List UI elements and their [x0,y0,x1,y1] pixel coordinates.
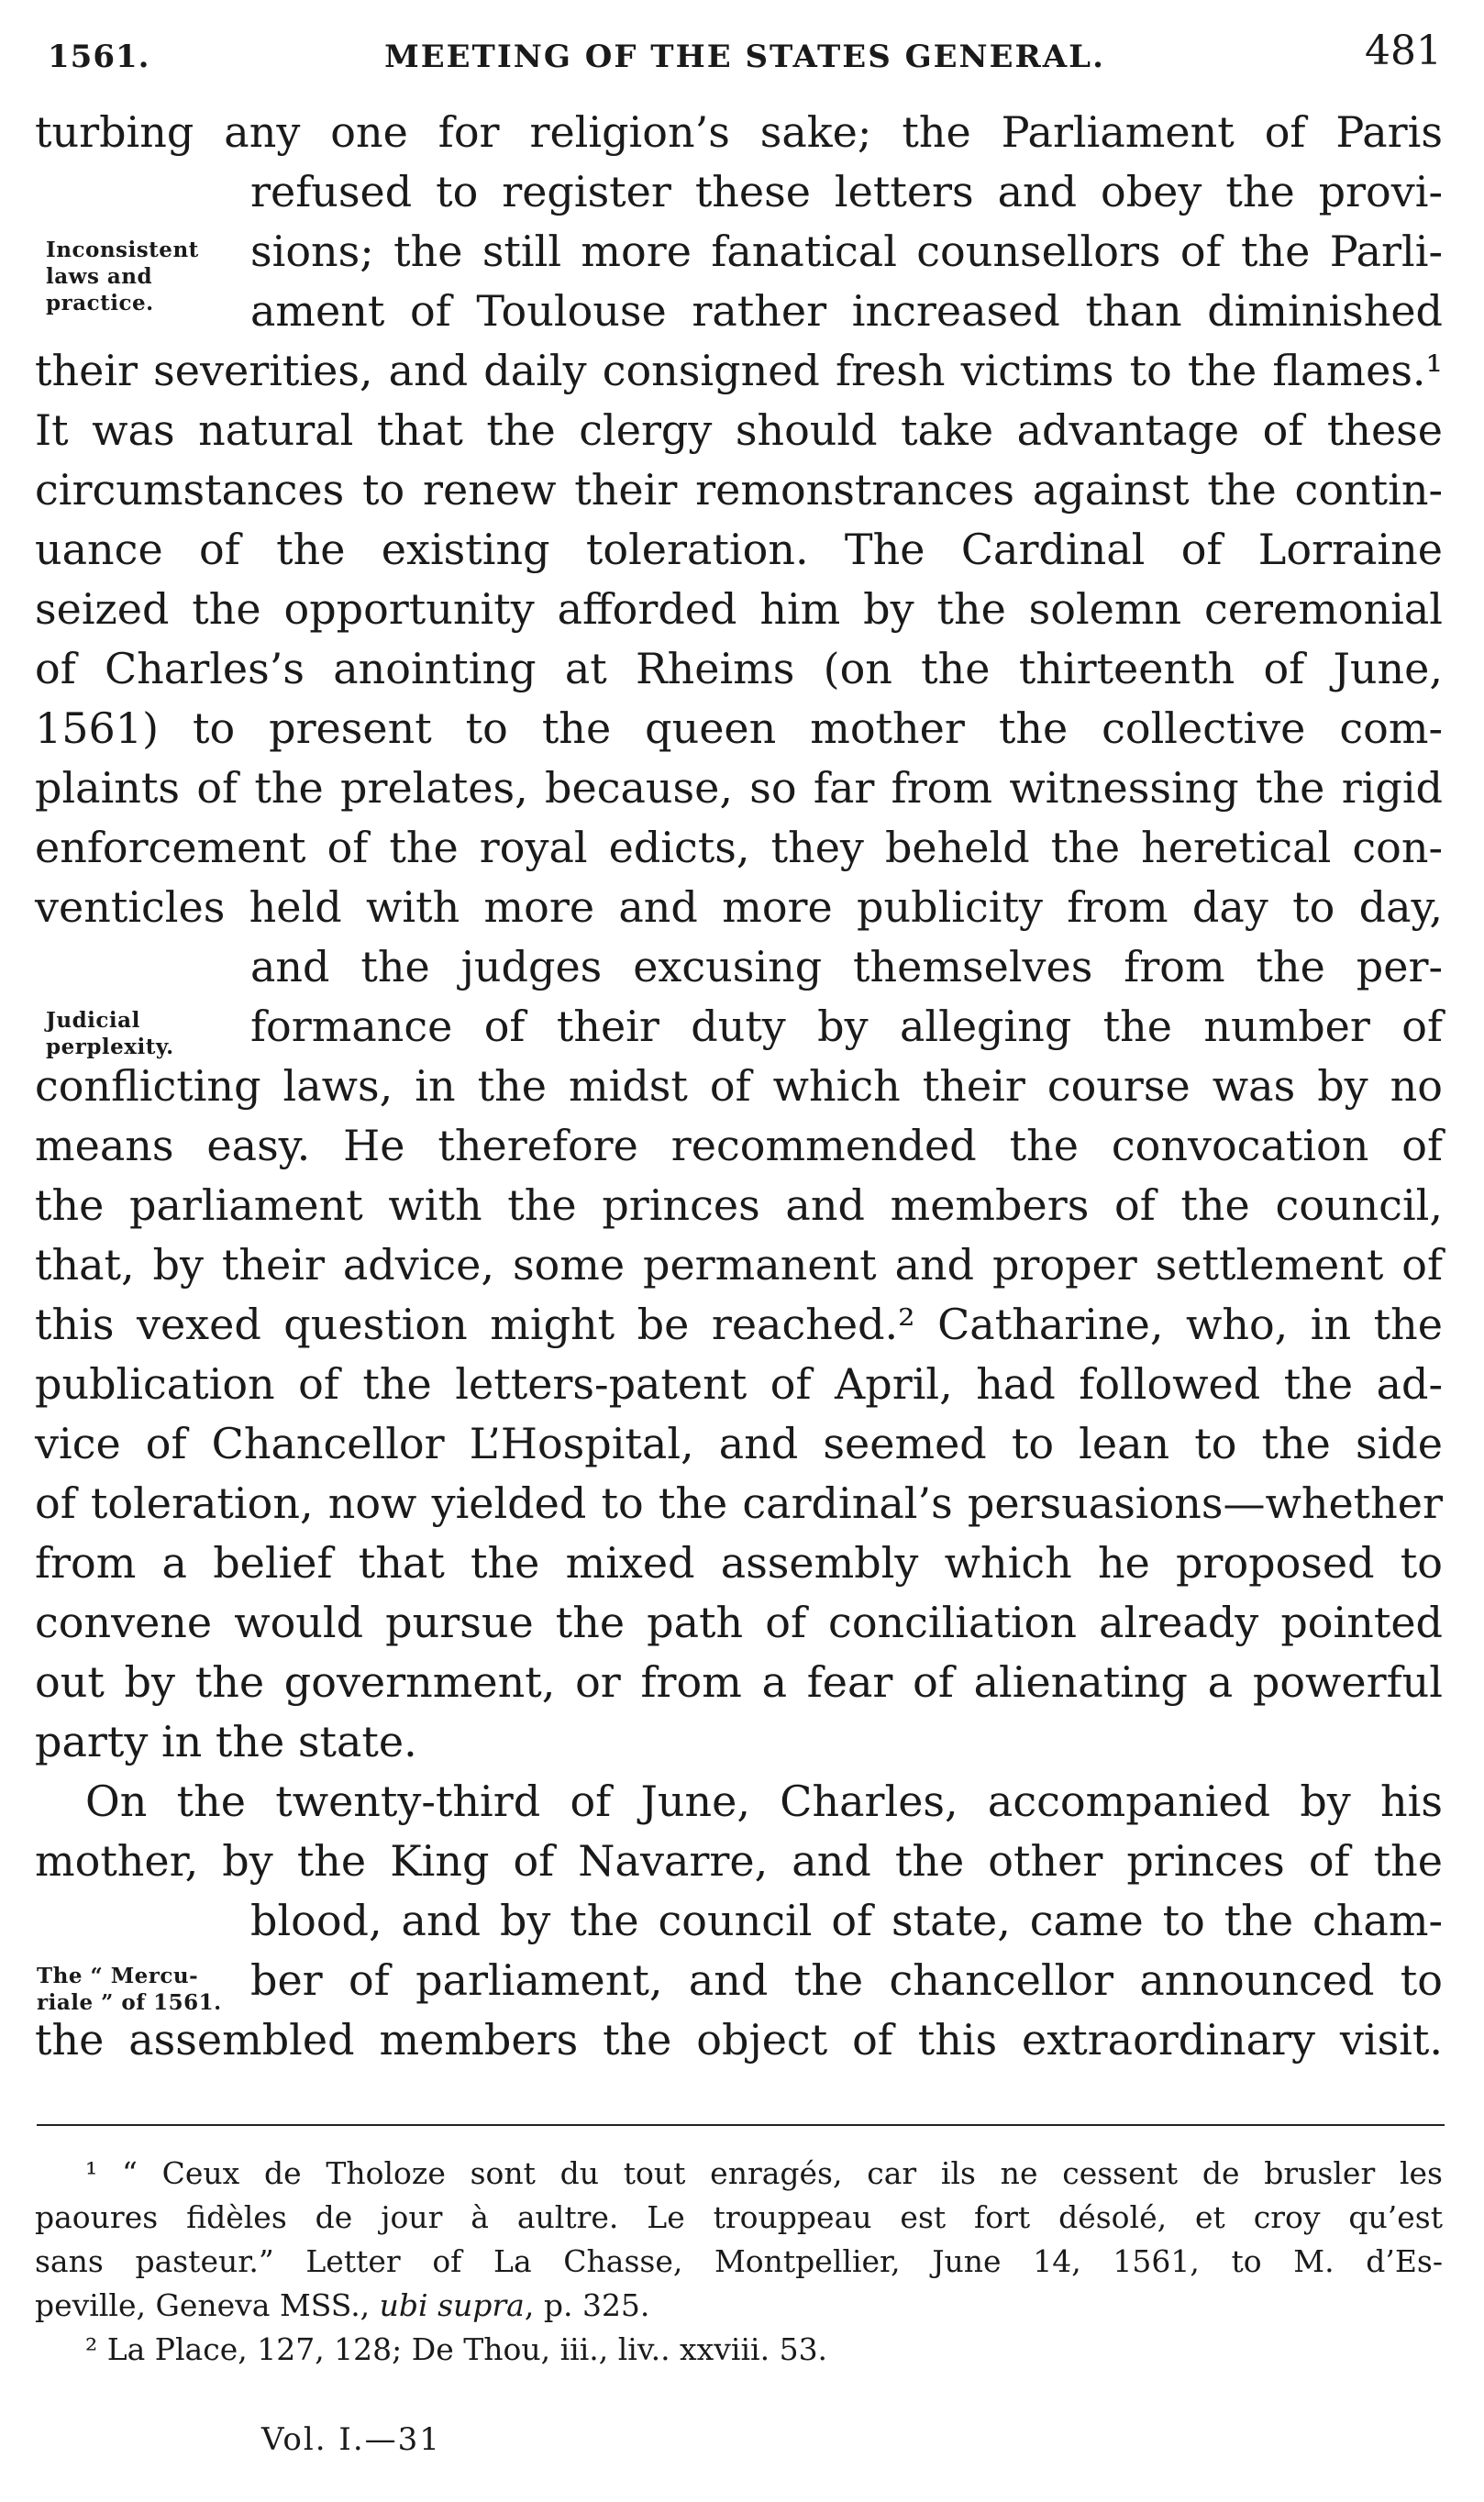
side-note-line: Inconsistent [46,238,199,262]
footnote-line: ² La Place, 127, 128; De Thou, iii., liv.. xxviii. 53. [85,2331,828,2367]
side-note-line: practice. [46,291,154,316]
footnote-italic-text: ubi supra [379,2287,525,2323]
body-line: turbing any one for religion’s sake; the Parliament of Paris [35,107,1443,157]
header-year: 1561. [48,39,150,75]
side-note-line: riale ” of 1561. [37,1990,222,2015]
body-line: means easy. He therefore recommended the convocation of [35,1121,1443,1170]
side-note-judicial-perplexity [46,1007,174,1060]
footnote-text: peville, Geneva MSS., [35,2287,380,2323]
side-note-line: Judicial [46,1008,140,1033]
body-text [35,103,1443,2070]
body-line: from a belief that the mixed assembly which he proposed to [35,1538,1443,1588]
body-line: of toleration, now yielded to the cardinal’s persuasions—whether [35,1478,1443,1528]
body-line: venticles held with more and more publicity from day to day, [35,882,1443,932]
header-title: MEETING OF THE STATES GENERAL. [384,39,1105,75]
body-line: vice of Chancellor L’Hospital, and seemed to lean to the side [35,1419,1443,1468]
body-line: On the twenty-third of June, Charles, accompanied by his [85,1777,1443,1826]
body-line: conflicting laws, in the midst of which their course was by no [35,1061,1443,1111]
footnote-rule [37,2124,1445,2126]
side-note-line: The “ Mercu- [37,1964,199,1988]
body-line: formance of their duty by alleging the number of [250,1002,1443,1051]
body-line: refused to register these letters and obey the provi- [250,167,1443,216]
side-note-inconsistent-laws [46,237,199,316]
body-line: blood, and by the council of state, came to the cham- [250,1896,1443,1945]
body-line: that, by their advice, some permanent and proper settlement of [35,1240,1443,1290]
body-line: seized the opportunity afforded him by the solemn ceremonial [35,584,1443,634]
side-note-line: laws and [46,264,153,289]
body-line: circumstances to renew their remonstrances against the contin- [35,465,1443,515]
footnote-line [35,2284,1443,2328]
body-line: mother, by the King of Navarre, and the other princes of the [35,1836,1443,1886]
footnote-line: sans pasteur.” Letter of La Chasse, Montpellier, June 14, 1561, to M. d’Es- [35,2243,1443,2279]
body-line: party in the state. [35,1717,417,1766]
body-line: of Charles’s anointing at Rheims (on the thirteenth of June, [35,644,1443,693]
body-line: out by the government, or from a fear of alienating a powerful [35,1657,1443,1707]
footnote-text: , p. 325. [524,2287,650,2323]
body-line: enforcement of the royal edicts, they beheld the heretical con- [35,823,1443,872]
footnote-line: paoures fidèles de jour à aultre. Le trouppeau est fort désolé, et croy qu’est [35,2199,1443,2235]
body-line: and the judges excusing themselves from the per- [250,942,1443,991]
body-line: the assembled members the object of this extraordinary visit. [35,2015,1443,2065]
body-line: plaints of the prelates, because, so far from witnessing the rigid [35,763,1443,813]
body-line: publication of the letters-patent of April, had followed the ad- [35,1359,1443,1409]
side-note-mercuriale [37,1963,222,2016]
body-line: ber of parliament, and the chancellor announced to [250,1955,1443,2005]
footnotes [35,2152,1443,2372]
body-line: the parliament with the princes and members of the council, [35,1180,1443,1230]
body-line: ament of Toulouse rather increased than diminished [250,286,1443,336]
running-header [48,28,1442,83]
body-line: this vexed question might be reached.² Catharine, who, in the [35,1300,1443,1349]
body-line: convene would pursue the path of conciliation already pointed [35,1598,1443,1647]
body-line: It was natural that the clergy should take advantage of these [35,405,1443,455]
footnote-line: ¹ “ Ceux de Tholoze sont du tout enragés, car ils ne cessent de brusler les [85,2155,1443,2191]
body-line: sions; the still more fanatical counsellors of the Parli- [250,227,1443,276]
body-line: 1561) to present to the queen mother the collective com- [35,703,1443,753]
page-number: 481 [1365,28,1442,74]
body-line: their severities, and daily consigned fresh victims to the flames.¹ [35,346,1443,395]
side-note-line: perplexity. [46,1035,174,1059]
signature-mark: Vol. I.—31 [261,2421,441,2458]
body-line: uance of the existing toleration. The Cardinal of Lorraine [35,525,1443,574]
